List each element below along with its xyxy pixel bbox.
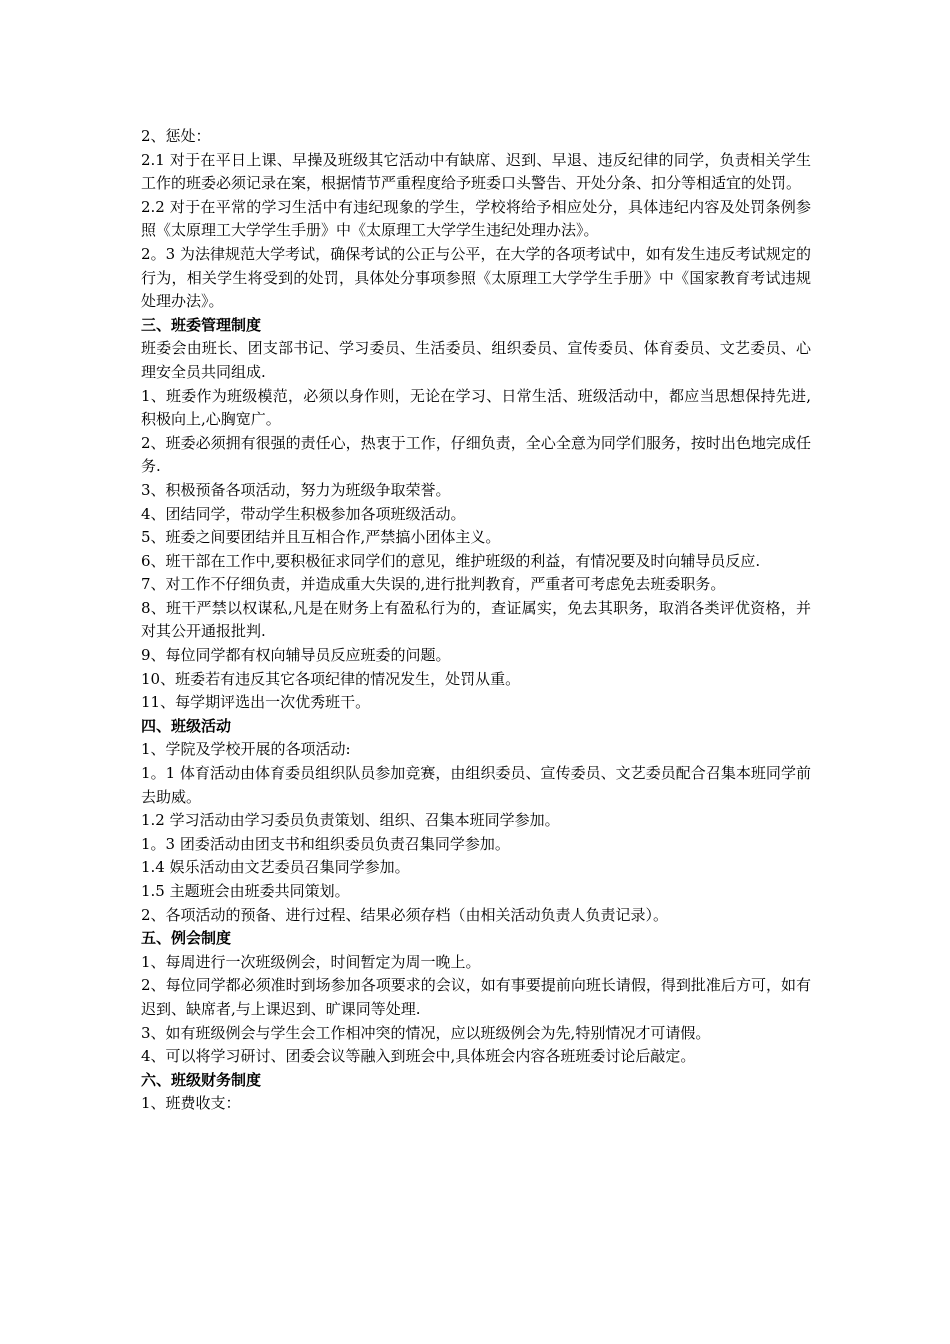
body-paragraph: 2.2 对于在平常的学习生活中有违纪现象的学生，学校将给予相应处分，具体违纪内容及处罚条例参照《太原理工大学学生手册》中《太原理工大学学生违纪处理办法》。 [141, 197, 811, 240]
body-paragraph: 班委会由班长、团支部书记、学习委员、生活委员、组织委员、宣传委员、体育委员、文艺委员、心理安全员共同组成. [141, 339, 811, 381]
body-paragraph: 1.4 娱乐活动由文艺委员召集同学参加。 [141, 858, 410, 877]
body-paragraph: 8、班干严禁以权谋私,凡是在财务上有盈私行为的，查证属实，免去其职务，取消各类评优资格，并对其公开通报批判. [141, 598, 811, 641]
body-paragraph: 4、团结同学，带动学生积极参加各项班级活动。 [141, 504, 466, 523]
body-paragraph: 3、如有班级例会与学生会工作相冲突的情况，应以班级例会为先,特别情况才可请假。 [141, 1023, 711, 1042]
body-paragraph: 1、每周进行一次班级例会，时间暂定为周一晚上。 [141, 952, 481, 971]
body-paragraph: 9、每位同学都有权向辅导员反应班委的问题。 [141, 646, 451, 665]
body-paragraph: 1.5 主题班会由班委共同策划。 [141, 882, 350, 900]
body-paragraph: 2.1 对于在平日上课、早操及班级其它活动中有缺席、迟到、早退、违反纪律的同学，负责相关学生工作的班委必须记录在案，根据情节严重程度给予班委口头警告、开处分条、扣分等相适宜的处罚。 [141, 150, 811, 193]
body-paragraph: 2。3 为法律规范大学考试，确保考试的公正与公平，在大学的各项考试中，如有发生违反考试规定的行为，相关学生将受到的处罚，具体处分事项参照《太原理工大学学生手册》中《国家教育考试违规处理办法》。 [141, 244, 811, 311]
body-paragraph: 5、班委之间要团结并且互相合作,严禁搞小团体主义。 [141, 528, 501, 547]
body-paragraph: 4、可以将学习研讨、团委会议等融入到班会中,具体班会内容各班班委讨论后敲定。 [141, 1047, 696, 1066]
body-paragraph: 7、对工作不仔细负责，并造成重大失误的,进行批判教育，严重者可考虑免去班委职务。 [141, 575, 726, 594]
body-paragraph: 2、惩处： [141, 127, 211, 145]
body-paragraph: 6、班干部在工作中,要积极征求同学们的意见，维护班级的利益，有情况要及时向辅导员反应. [141, 551, 761, 570]
body-paragraph: 11、每学期评选出一次优秀班干。 [141, 693, 371, 712]
body-paragraph: 1、班委作为班级模范，必须以身作则，无论在学习、日常生活、班级活动中，都应当思想保持先进,积极向上,心胸宽广。 [141, 386, 811, 429]
body-paragraph: 2、每位同学都必须准时到场参加各项要求的会议，如有事要提前向班长请假，得到批准后方可，如有迟到、缺席者,与上课迟到、旷课同等处理. [141, 976, 811, 1018]
body-paragraph: 2、班委必须拥有很强的责任心，热衷于工作，仔细负责，全心全意为同学们服务，按时出色地完成任务. [141, 433, 811, 476]
body-paragraph: 3、积极预备各项活动，努力为班级争取荣誉。 [141, 480, 451, 499]
document-page [141, 125, 811, 1116]
body-paragraph: 1.2 学习活动由学习委员负责策划、组织、召集本班同学参加。 [141, 811, 560, 830]
section-heading: 四、班级活动 [141, 716, 232, 735]
section-heading: 六、班级财务制度 [141, 1070, 262, 1089]
body-paragraph: 2、各项活动的预备、进行过程、结果必须存档（由相关活动负责人负责记录）。 [141, 905, 669, 924]
body-paragraph: 1、班费收支： [141, 1094, 241, 1113]
section-heading: 五、例会制度 [141, 929, 232, 948]
body-paragraph: 1。3 团委活动由团支书和组织委员负责召集同学参加。 [141, 834, 510, 853]
section-heading: 三、班委管理制度 [141, 315, 262, 334]
body-paragraph: 1。1 体育活动由体育委员组织队员参加竞赛，由组织委员、宣传委员、文艺委员配合召集本班同学前去助威。 [141, 764, 811, 806]
body-paragraph: 10、班委若有违反其它各项纪律的情况发生，处罚从重。 [141, 669, 521, 688]
body-paragraph: 1、学院及学校开展的各项活动: [141, 740, 351, 759]
